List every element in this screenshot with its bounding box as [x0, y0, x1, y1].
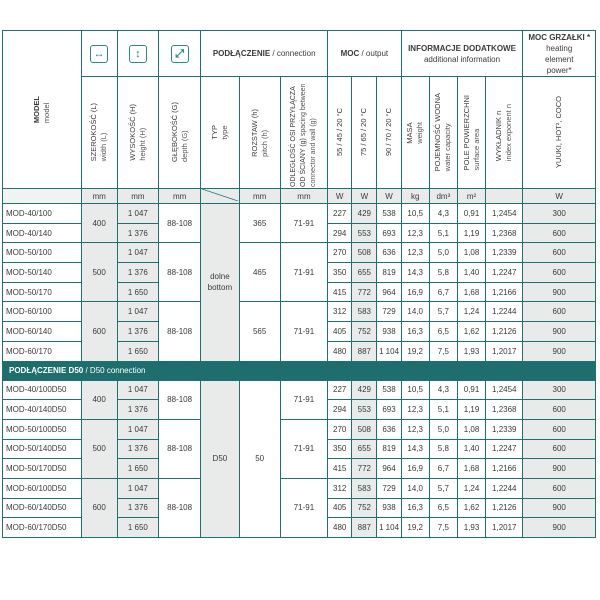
spacing-cell: 71-91	[280, 380, 327, 419]
width-cell: 400	[81, 204, 117, 243]
power-p3-cell: 819	[377, 263, 401, 283]
power-p1-cell: 227	[328, 380, 352, 400]
model-cell: MOD-60/170	[3, 341, 82, 361]
power-p1-cell: 350	[328, 263, 352, 283]
height-cell: 1 376	[117, 498, 158, 518]
table-row	[3, 419, 596, 439]
power-p2-cell: 583	[352, 302, 377, 322]
unit-spacing: mm	[280, 189, 327, 204]
power-p3-cell: 938	[377, 498, 401, 518]
heater-cell: 600	[523, 400, 596, 420]
power-p3-cell: 538	[377, 204, 401, 224]
power-p1-cell: 415	[328, 459, 352, 479]
width-cell: 600	[81, 478, 117, 537]
power-p3-header: 90 / 70 / 20 °C	[377, 77, 401, 189]
power-p1-cell: 405	[328, 322, 352, 342]
table-row	[3, 243, 596, 263]
depth-header: GŁĘBOKOŚĆ (G) depth (G)	[159, 77, 201, 189]
type-cell: D50	[201, 380, 239, 538]
model-cell: MOD-50/170D50	[3, 459, 82, 479]
power-p2-cell: 583	[352, 478, 377, 498]
surface-cell: 1,68	[457, 282, 485, 302]
power-p2-cell: 752	[352, 322, 377, 342]
table-row	[3, 204, 596, 224]
width-cell: 600	[81, 302, 117, 361]
heater-cell: 900	[523, 459, 596, 479]
pitch-cell: 565	[239, 302, 280, 361]
water-cell: 5,8	[429, 439, 457, 459]
unit-height: mm	[117, 189, 158, 204]
exponent-cell: 1,2166	[486, 459, 523, 479]
height-header: WYSOKOŚĆ (H) height (H)	[117, 77, 158, 189]
height-cell: 1 376	[117, 223, 158, 243]
power-p2-cell: 553	[352, 400, 377, 420]
mass-cell: 16,3	[401, 322, 429, 342]
model-cell: MOD-40/100D50	[3, 380, 82, 400]
spacing-cell: 71-91	[280, 478, 327, 537]
power-p3-cell: 729	[377, 478, 401, 498]
heater-cell: 900	[523, 322, 596, 342]
height-cell: 1 047	[117, 302, 158, 322]
model-cell: MOD-50/100D50	[3, 419, 82, 439]
model-cell: MOD-50/170	[3, 282, 82, 302]
heater-cell: 600	[523, 263, 596, 283]
heater-cell: 600	[523, 478, 596, 498]
power-p3-cell: 636	[377, 419, 401, 439]
mass-header: MASA weight	[401, 77, 429, 189]
power-p1-header: 55 / 45 / 20 °C	[328, 77, 352, 189]
spacing-cell: 71-91	[280, 204, 327, 243]
unit-p3: W	[377, 189, 401, 204]
power-p3-cell: 1 104	[377, 341, 401, 361]
width-cell: 500	[81, 243, 117, 302]
diagonal-line-icon	[202, 189, 238, 201]
power-p3-cell: 636	[377, 243, 401, 263]
power-p3-cell: 693	[377, 223, 401, 243]
power-p2-cell: 752	[352, 498, 377, 518]
mass-cell: 19,2	[401, 341, 429, 361]
width-cell: 500	[81, 419, 117, 478]
power-p2-cell: 508	[352, 243, 377, 263]
units-row	[3, 189, 596, 204]
table-row	[3, 302, 596, 322]
power-p3-cell: 693	[377, 400, 401, 420]
height-cell: 1 047	[117, 419, 158, 439]
exponent-cell: 1,2244	[486, 302, 523, 322]
power-p3-cell: 964	[377, 282, 401, 302]
power-p3-cell: 1 104	[377, 518, 401, 538]
height-cell: 1 376	[117, 400, 158, 420]
unit-model	[3, 189, 82, 204]
depth-diagonal-icon: ⤢	[171, 45, 189, 63]
power-p2-cell: 429	[352, 204, 377, 224]
model-cell: MOD-50/140	[3, 263, 82, 283]
model-cell: MOD-60/100	[3, 302, 82, 322]
unit-exponent	[486, 189, 523, 204]
height-cell: 1 650	[117, 518, 158, 538]
height-cell: 1 047	[117, 243, 158, 263]
mass-cell: 12,3	[401, 400, 429, 420]
connection-header: PODŁĄCZENIE / connection	[201, 31, 328, 77]
height-cell: 1 376	[117, 322, 158, 342]
unit-heater: W	[523, 189, 596, 204]
table-row	[3, 380, 596, 400]
power-header: MOC / output	[328, 31, 402, 77]
heater-cell: 300	[523, 204, 596, 224]
power-p1-cell: 294	[328, 223, 352, 243]
model-cell: MOD-40/140D50	[3, 400, 82, 420]
unit-water: dm³	[429, 189, 457, 204]
water-cell: 5,0	[429, 243, 457, 263]
model-cell: MOD-60/140D50	[3, 498, 82, 518]
power-p1-cell: 312	[328, 302, 352, 322]
power-p3-cell: 819	[377, 439, 401, 459]
width-cell: 400	[81, 380, 117, 419]
mass-cell: 12,3	[401, 223, 429, 243]
heater-cell: 600	[523, 439, 596, 459]
type-header: TYP type	[201, 77, 239, 189]
exponent-cell: 1,2017	[486, 518, 523, 538]
model-cell: MOD-40/100	[3, 204, 82, 224]
water-cell: 5,8	[429, 263, 457, 283]
surface-cell: 1,19	[457, 400, 485, 420]
exponent-cell: 1,2247	[486, 263, 523, 283]
d50-section-title: PODŁĄCZENIE D50 / D50 connection	[3, 361, 596, 380]
depth-icon-cell	[159, 31, 201, 77]
power-p2-cell: 429	[352, 380, 377, 400]
heater-cell: 900	[523, 282, 596, 302]
width-arrows-icon: ↔	[90, 45, 108, 63]
water-cell: 5,7	[429, 302, 457, 322]
surface-cell: 1,24	[457, 302, 485, 322]
pitch-cell: 50	[239, 380, 280, 538]
depth-cell: 88-108	[159, 204, 201, 243]
width-header: SZEROKOŚĆ (L) width (L)	[81, 77, 117, 189]
heater-cell: 600	[523, 223, 596, 243]
spacing-cell: 71-91	[280, 419, 327, 478]
depth-cell: 88-108	[159, 478, 201, 537]
surface-cell: 1,08	[457, 243, 485, 263]
water-header: POJEMNOŚĆ WODNA water capacity	[429, 77, 457, 189]
power-p3-cell: 938	[377, 322, 401, 342]
power-p3-cell: 538	[377, 380, 401, 400]
mass-cell: 10,5	[401, 380, 429, 400]
mass-cell: 16,3	[401, 498, 429, 518]
surface-cell: 1,68	[457, 459, 485, 479]
d50-section-row	[3, 361, 596, 380]
heater-cell: 300	[523, 380, 596, 400]
surface-cell: 0,91	[457, 380, 485, 400]
water-cell: 7,5	[429, 518, 457, 538]
exponent-cell: 1,2454	[486, 380, 523, 400]
height-cell: 1 650	[117, 341, 158, 361]
depth-cell: 88-108	[159, 419, 201, 478]
power-p1-cell: 415	[328, 282, 352, 302]
heater-cell: 900	[523, 341, 596, 361]
depth-cell: 88-108	[159, 243, 201, 302]
exponent-cell: 1,2126	[486, 498, 523, 518]
depth-cell: 88-108	[159, 380, 201, 419]
power-p1-cell: 405	[328, 498, 352, 518]
power-p1-cell: 480	[328, 341, 352, 361]
model-cell: MOD-50/100	[3, 243, 82, 263]
water-cell: 5,0	[429, 419, 457, 439]
mass-cell: 12,3	[401, 243, 429, 263]
model-header: MODEL model	[3, 31, 82, 189]
water-cell: 5,1	[429, 400, 457, 420]
surface-cell: 1,93	[457, 518, 485, 538]
mass-cell: 16,9	[401, 282, 429, 302]
pitch-header: ROZSTAW (h) pitch (h)	[239, 77, 280, 189]
unit-width: mm	[81, 189, 117, 204]
exponent-cell: 1,2247	[486, 439, 523, 459]
power-p1-cell: 270	[328, 243, 352, 263]
depth-cell: 88-108	[159, 302, 201, 361]
height-icon-cell	[117, 31, 158, 77]
height-arrows-icon: ↕	[129, 45, 147, 63]
exponent-cell: 1,2339	[486, 243, 523, 263]
exponent-cell: 1,2166	[486, 282, 523, 302]
power-p2-cell: 508	[352, 419, 377, 439]
surface-cell: 1,62	[457, 498, 485, 518]
mass-cell: 12,3	[401, 419, 429, 439]
unit-p2: W	[352, 189, 377, 204]
power-p2-cell: 887	[352, 518, 377, 538]
surface-cell: 1,19	[457, 223, 485, 243]
exponent-cell: 1,2454	[486, 204, 523, 224]
height-cell: 1 047	[117, 478, 158, 498]
mass-cell: 19,2	[401, 518, 429, 538]
height-cell: 1 376	[117, 263, 158, 283]
radiator-spec-table	[2, 30, 596, 538]
exponent-cell: 1,2126	[486, 322, 523, 342]
table-row	[3, 478, 596, 498]
power-p2-cell: 655	[352, 263, 377, 283]
heater-header: MOC GRZAŁKI * heating element power*	[523, 31, 596, 77]
model-cell: MOD-60/100D50	[3, 478, 82, 498]
spacing-header: ODLEGŁOŚĆ OSI PRZYŁĄCZA OD ŚCIANY (g) spacing between connector and wall (g)	[280, 77, 327, 189]
surface-cell: 1,93	[457, 341, 485, 361]
exponent-header: WYKŁADNIK n index exponent n	[486, 77, 523, 189]
surface-cell: 1,40	[457, 263, 485, 283]
heater-cell: 600	[523, 419, 596, 439]
info-header: INFORMACJE DODATKOWE additional information	[401, 31, 523, 77]
type-cell: dolne bottom	[201, 204, 239, 362]
power-p2-cell: 655	[352, 439, 377, 459]
surface-header: POLE POWIERZCHNI surface area	[457, 77, 485, 189]
heater-cell: 900	[523, 518, 596, 538]
heater-cell: 900	[523, 498, 596, 518]
surface-cell: 1,08	[457, 419, 485, 439]
exponent-cell: 1,2368	[486, 400, 523, 420]
water-cell: 5,1	[429, 223, 457, 243]
height-cell: 1 047	[117, 204, 158, 224]
water-cell: 7,5	[429, 341, 457, 361]
power-p3-cell: 964	[377, 459, 401, 479]
surface-cell: 0,91	[457, 204, 485, 224]
power-p1-cell: 350	[328, 439, 352, 459]
water-cell: 6,7	[429, 459, 457, 479]
height-cell: 1 047	[117, 380, 158, 400]
power-p1-cell: 227	[328, 204, 352, 224]
height-cell: 1 376	[117, 439, 158, 459]
mass-cell: 16,9	[401, 459, 429, 479]
spacing-cell: 71-91	[280, 302, 327, 361]
model-cell: MOD-40/140	[3, 223, 82, 243]
surface-cell: 1,24	[457, 478, 485, 498]
mass-cell: 14,3	[401, 439, 429, 459]
spacing-cell: 71-91	[280, 243, 327, 302]
exponent-cell: 1,2017	[486, 341, 523, 361]
water-cell: 5,7	[429, 478, 457, 498]
product-table-wrapper	[2, 30, 596, 576]
pitch-cell: 365	[239, 204, 280, 243]
water-cell: 6,5	[429, 322, 457, 342]
mass-cell: 14,0	[401, 478, 429, 498]
heater-cell: 600	[523, 302, 596, 322]
pitch-cell: 465	[239, 243, 280, 302]
mass-cell: 14,0	[401, 302, 429, 322]
power-p3-cell: 729	[377, 302, 401, 322]
power-p1-cell: 294	[328, 400, 352, 420]
unit-p1: W	[328, 189, 352, 204]
unit-depth: mm	[159, 189, 201, 204]
power-p1-cell: 270	[328, 419, 352, 439]
model-cell: MOD-60/140	[3, 322, 82, 342]
heater-types-header: YUUKI, HOT², COCO	[523, 77, 596, 189]
water-cell: 6,5	[429, 498, 457, 518]
unit-type	[201, 189, 239, 204]
height-cell: 1 650	[117, 282, 158, 302]
power-p1-cell: 480	[328, 518, 352, 538]
water-cell: 6,7	[429, 282, 457, 302]
heater-cell: 600	[523, 243, 596, 263]
surface-cell: 1,62	[457, 322, 485, 342]
exponent-cell: 1,2244	[486, 478, 523, 498]
power-p2-cell: 887	[352, 341, 377, 361]
height-cell: 1 650	[117, 459, 158, 479]
model-cell: MOD-60/170D50	[3, 518, 82, 538]
unit-mass: kg	[401, 189, 429, 204]
power-p2-cell: 772	[352, 459, 377, 479]
width-icon-cell	[81, 31, 117, 77]
mass-cell: 10,5	[401, 204, 429, 224]
unit-pitch: mm	[239, 189, 280, 204]
surface-cell: 1,40	[457, 439, 485, 459]
power-p2-header: 75 / 65 / 20 °C	[352, 77, 377, 189]
power-p2-cell: 553	[352, 223, 377, 243]
exponent-cell: 1,2368	[486, 223, 523, 243]
power-p2-cell: 772	[352, 282, 377, 302]
unit-surface: m²	[457, 189, 485, 204]
water-cell: 4,3	[429, 204, 457, 224]
mass-cell: 14,3	[401, 263, 429, 283]
model-cell: MOD-50/140D50	[3, 439, 82, 459]
power-p1-cell: 312	[328, 478, 352, 498]
exponent-cell: 1,2339	[486, 419, 523, 439]
water-cell: 4,3	[429, 380, 457, 400]
